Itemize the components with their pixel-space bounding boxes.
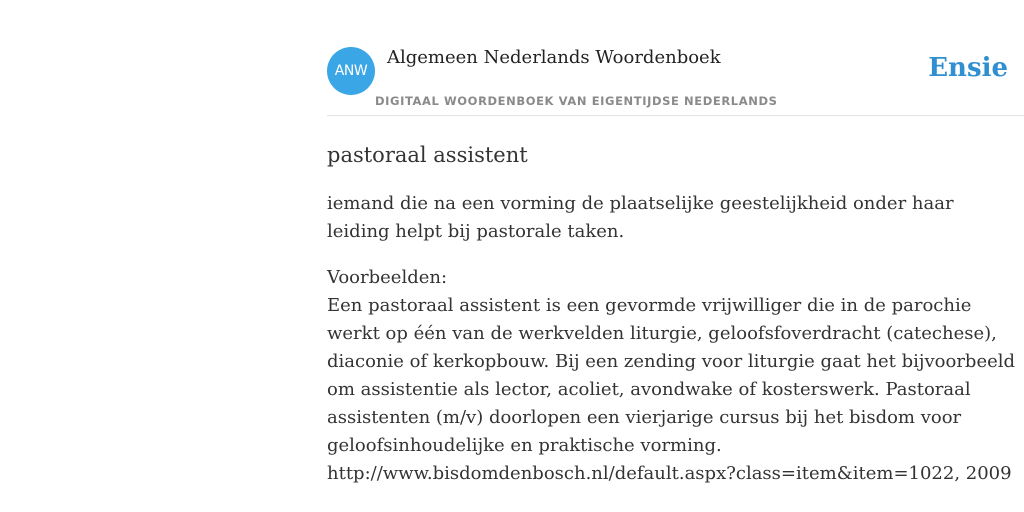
ensie-brand-logo[interactable]: Ensie <box>928 53 1008 83</box>
entry-definition: iemand die na een vorming de plaatselijke geestelijkheid onder haar leiding helpt bij pastorale taken. <box>327 193 954 242</box>
example-text: Een pastoraal assistent is een gevormde vrijwilliger die in de parochie werkt op één van de werkvelden liturgie, geloofsfoverdracht (catechese), diaconie of kerkopbouw. Bij een zending voor liturgie gaat het bijvoorbeeld om assistentie als lector, acoliet, avondwake of kosterswerk. Pastoraal assistenten (m/v) doorlopen een vierjarige cursus bij het bisdom voor geloofsinhoudelijke en praktische vorming. <box>327 295 1016 456</box>
entry-term: pastoraal assistent <box>327 143 528 167</box>
entry-content <box>327 140 1017 488</box>
source-subtitle: DIGITAAL WOORDENBOEK VAN EIGENTIJDSE NEDERLANDS <box>375 94 778 108</box>
example-source: http://www.bisdomdenbosch.nl/default.aspx?class=item&item=1022, 2009 <box>327 463 1012 484</box>
examples-label: Voorbeelden: <box>327 267 448 288</box>
entry-examples <box>327 264 1017 488</box>
source-header <box>327 44 1024 116</box>
source-title[interactable]: Algemeen Nederlands Woordenboek <box>387 47 721 68</box>
anw-logo-icon[interactable]: ANW <box>327 47 375 95</box>
